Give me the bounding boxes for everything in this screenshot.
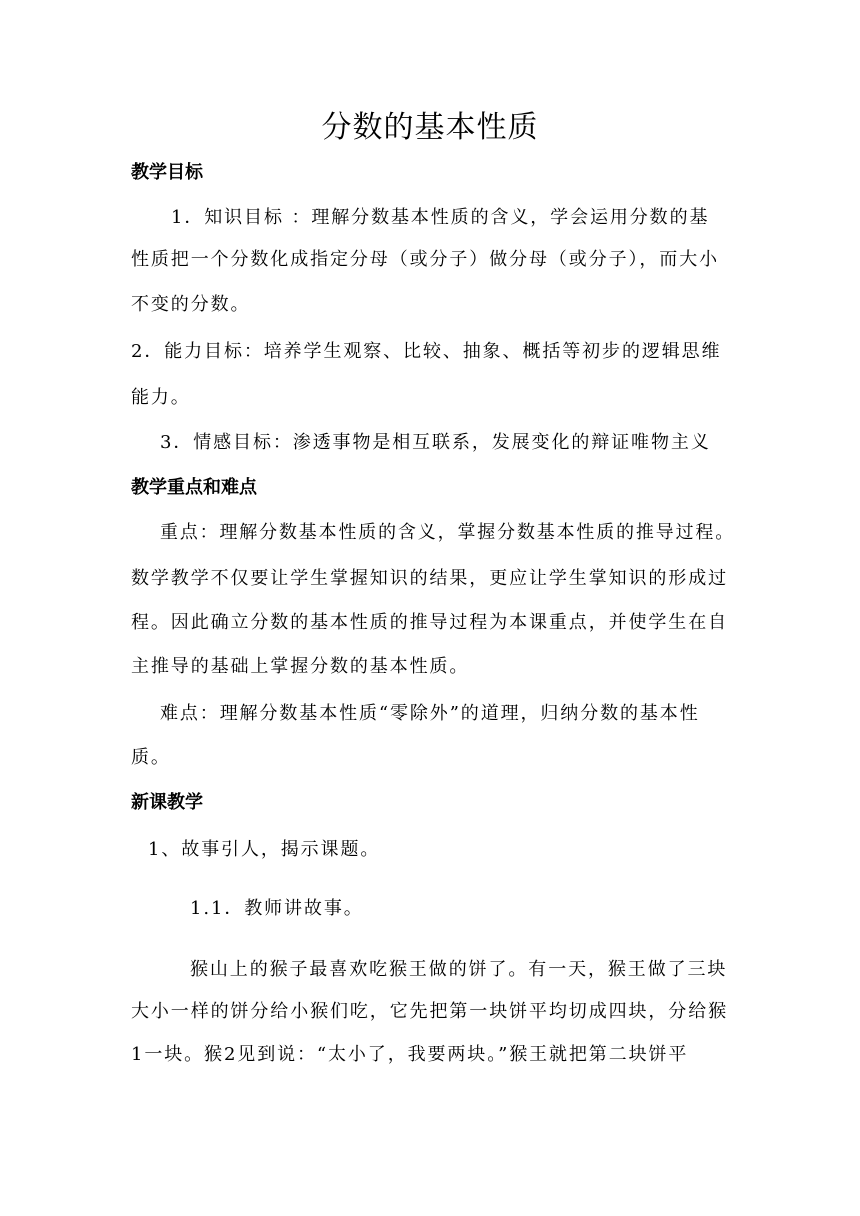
key-point-line-3: 程。因此确立分数的基本性质的推导过程为本课重点，并使学生在自 [131,612,728,633]
objective-line-5: 能力。 [131,387,191,408]
objective-line-2: 性质把一个分数化成指定分母（或分子）做分母（或分子），而大小 [131,249,719,270]
new-lesson-line-5: 1一块。猴2见到说：“太小了，我要两块。”猴王就把第二块饼平 [131,1044,689,1065]
section-heading-objectives: 教学目标 [131,162,203,183]
key-point-line-1: 重点：理解分数基本性质的含义，掌握分数基本性质的推导过程。 [160,522,736,543]
objective-line-6: 3．情感目标：渗透事物是相互联系，发展变化的辩证唯物主义 [160,432,711,453]
key-point-line-5: 难点：理解分数基本性质“零除外”的道理，归纳分数的基本性 [160,703,700,724]
section-heading-new-lesson: 新课教学 [131,792,203,813]
document-title: 分数的基本性质 [321,110,539,145]
objective-line-1: 1．知识目标 ：理解分数基本性质的含义，学会运用分数的基 [171,207,710,228]
key-point-line-4: 主推导的基础上掌握分数的基本性质。 [131,656,470,677]
objective-line-4: 2．能力目标：培养学生观察、比较、抽象、概括等初步的逻辑思维 [131,341,722,362]
section-heading-key-points: 教学重点和难点 [131,477,257,498]
key-point-line-6: 质。 [131,747,171,768]
new-lesson-line-3: 猴山上的猴子最喜欢吃猴王做的饼了。有一天，猴王做了三块 [190,959,728,980]
new-lesson-line-1: 1、故事引人，揭示课题。 [148,839,381,860]
new-lesson-line-4: 大小一样的饼分给小猴们吃，它先把第一块饼平均切成四块，分给猴 [131,1001,728,1022]
new-lesson-line-2: 1.1．教师讲故事。 [190,898,364,919]
key-point-line-2: 数学教学不仅要让学生掌握知识的结果，更应让学生掌知识的形成过 [131,568,728,589]
objective-line-3: 不变的分数。 [131,294,251,315]
